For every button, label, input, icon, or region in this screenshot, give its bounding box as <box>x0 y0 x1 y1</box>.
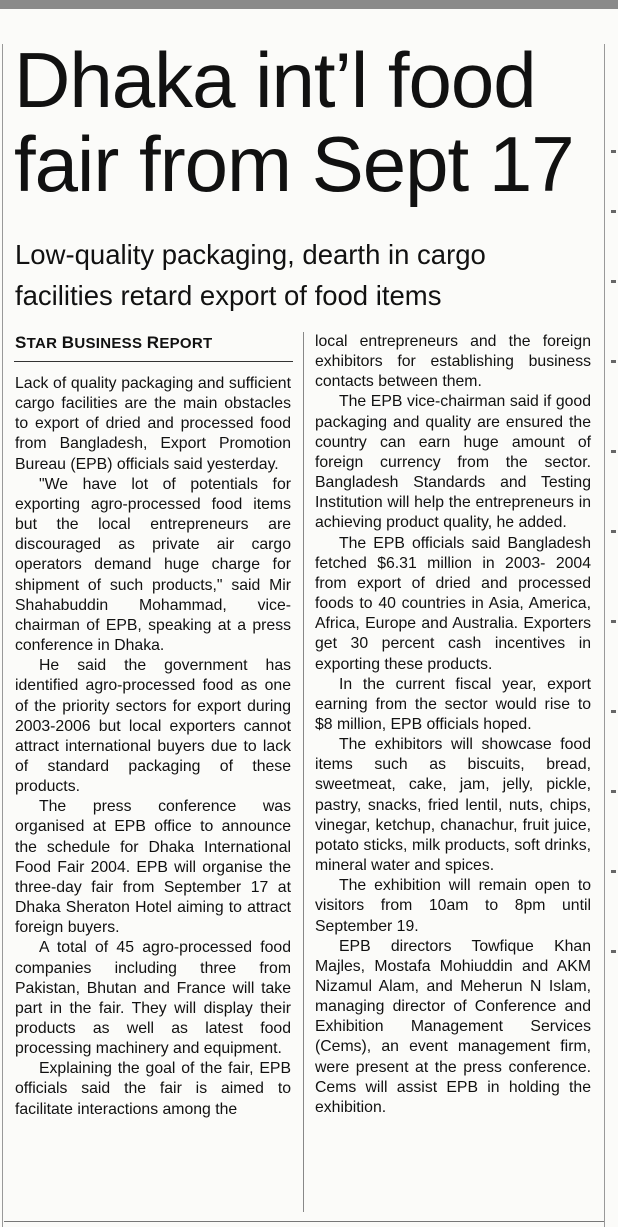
headline <box>14 38 599 206</box>
right-frame-rule <box>604 44 605 1227</box>
paragraph: The press conference was organised at EPB office to announce the schedule for Dhaka International Food Fair 2004. EPB will organise the three-day fair from September 17 at Dhaka Sheraton Hotel aiming to attract foreign buyers. <box>15 798 291 937</box>
column-divider <box>303 332 304 1212</box>
paragraph: The exhibition will remain open to visitors from 10am to 8pm until September 19. <box>315 877 591 935</box>
byline-underline <box>14 361 293 362</box>
paragraph: In the current fiscal year, export earning from the sector would rise to $8 million, EPB officials hoped. <box>315 675 591 733</box>
paragraph: The exhibitors will showcase food items such as biscuits, bread, sweetmeat, cake, jam, jelly, pickle, pastry, snacks, fried lentil, nuts, chips, vinegar, ketchup, chanachur, fruit juice, potato sticks, milk products, soft drinks, mineral water and spices. <box>315 736 591 875</box>
paragraph: He said the government has identified agro-processed food as one of the priority sectors for export during 2003-2006 but local exporters cannot attract international buyers due to lack of standard packaging of these products. <box>15 657 291 796</box>
subheadline <box>15 234 600 316</box>
top-border-bar <box>0 0 618 9</box>
paragraph: EPB directors Towfique Khan Majles, Mostafa Mohiuddin and AKM Nizamul Alam, and Meherun N Islam, managing director of Conference and Exhibition Management Services (Cems), an event management firm, were present at the press conference. Cems will assist EPB in holding the exhibition. <box>315 937 591 1116</box>
paragraph: local entrepreneurs and the foreign exhibitors for establishing business contacts between them. <box>315 333 591 391</box>
paragraph: A total of 45 agro-processed food companies including three from Pakistan, Bhutan and France will take part in the fair. They will display their products as well as latest food processing machinery and equipment. <box>15 939 291 1058</box>
left-frame-rule <box>2 44 3 1227</box>
paragraph: The EPB officials said Bangladesh fetched $6.31 million in 2003- 2004 from export of dried and processed foods to 40 countries in Asia, America, Africa, Europe and Australia. Exporters get 30 percent cash incentives in exporting these products. <box>315 534 591 673</box>
paragraph: Explaining the goal of the fair, EPB officials said the fair is aimed to facilitate interactions among the <box>15 1060 291 1118</box>
headline-line-2: fair from Sept 17 <box>14 120 574 208</box>
byline: STAR BUSINESS REPORT <box>15 333 213 352</box>
paragraph: Lack of quality packaging and sufficient cargo facilities are the main obstacles to export of dried and processed food from Bangladesh, Export Promotion Bureau (EPB) officials said yesterday. <box>15 375 291 473</box>
subheadline-line-2: facilities retard export of food items <box>15 280 442 311</box>
headline-line-1: Dhaka int’l food <box>14 36 536 124</box>
paragraph: The EPB vice-chairman said if good packaging and quality are ensured the country can earn huge amount of foreign currency from the sector. Bangladesh Standards and Testing Institution will help the entrepreneurs in achieving product quality, he added. <box>315 393 591 532</box>
body-column-right <box>315 332 591 1118</box>
paragraph: "We have lot of potentials for exporting agro-processed food items but the local entrepreneurs are discouraged as private air cargo operators demand huge charge for shipment of such products," said Mir Shahabuddin Mohammad, vice-chairman of EPB, speaking at a press conference in Dhaka. <box>15 475 291 655</box>
bottom-frame-rule <box>4 1221 604 1222</box>
adjacent-column-edge-marks <box>611 150 617 970</box>
body-column-left <box>15 374 291 1120</box>
subheadline-line-1: Low-quality packaging, dearth in cargo <box>15 239 486 270</box>
